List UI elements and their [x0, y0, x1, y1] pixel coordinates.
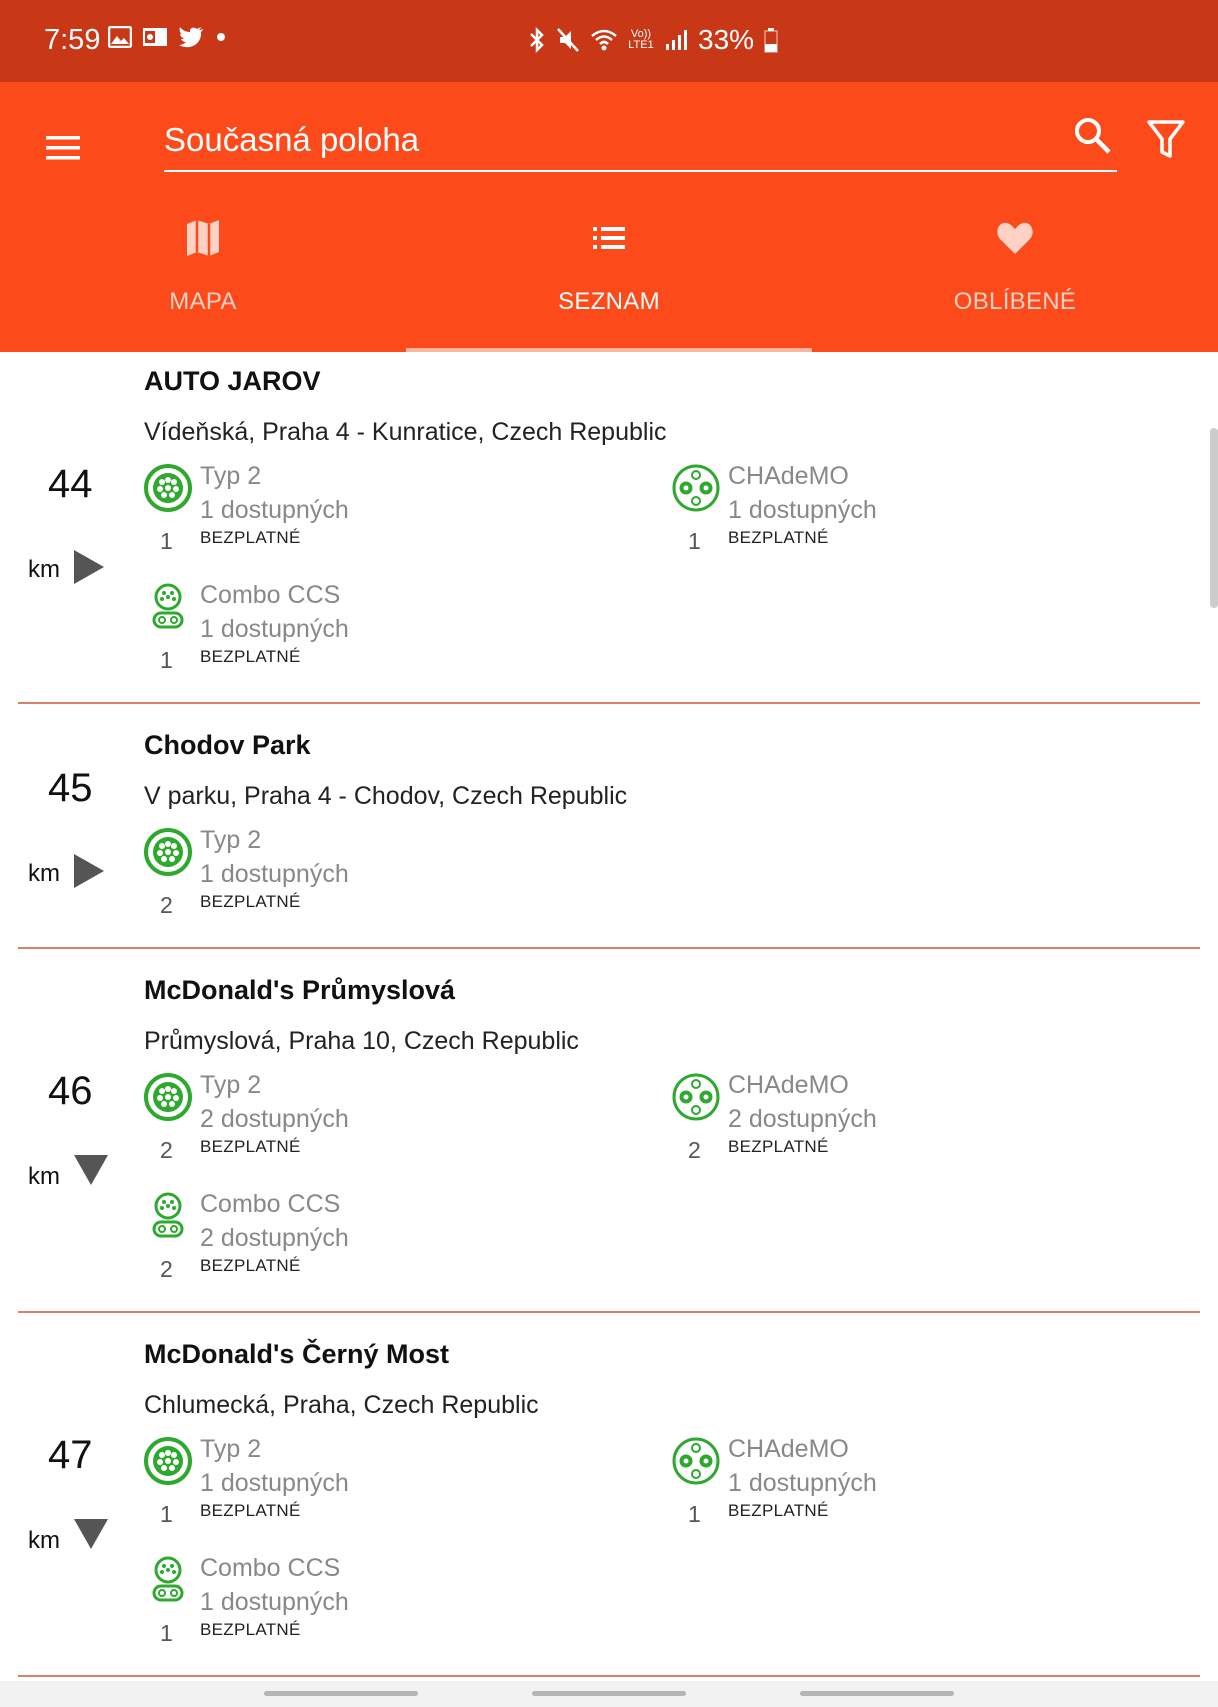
ccs-connector-icon [144, 583, 192, 631]
station-address: V parku, Praha 4 - Chodov, Czech Republic [144, 782, 628, 810]
connector-count: 1 [160, 1501, 173, 1527]
distance-unit: km [28, 556, 60, 583]
type2-connector-icon [144, 828, 192, 876]
chademo-connector-icon [672, 1437, 720, 1485]
station-name: AUTO JAROV [144, 366, 321, 396]
scrollbar-thumb[interactable] [1210, 428, 1218, 608]
nav-back-button[interactable] [800, 1691, 954, 1696]
connector-available: 1 dostupných [200, 860, 349, 888]
arrow-right-icon[interactable] [72, 852, 106, 890]
tab-bar [0, 210, 1218, 352]
arrow-down-icon[interactable] [72, 1153, 110, 1187]
connector-price: BEZPLATNÉ [200, 1256, 301, 1275]
dot-icon [214, 26, 228, 48]
wifi-icon [590, 28, 618, 52]
heart-icon [995, 218, 1035, 258]
filter-icon [1145, 118, 1187, 162]
chademo-connector-icon [672, 1073, 720, 1121]
connector-available: 2 dostupných [200, 1224, 349, 1252]
connector-price: BEZPLATNÉ [200, 1137, 301, 1156]
battery-percent: 33% [698, 24, 755, 55]
image-icon [108, 26, 132, 48]
connector-chademo [672, 1073, 1092, 1173]
station-address: Chlumecká, Praha, Czech Republic [144, 1391, 539, 1419]
connector-available: 1 dostupných [728, 496, 877, 524]
connector-available: 1 dostupných [200, 615, 349, 643]
distance-unit: km [28, 1527, 60, 1554]
connector-count: 1 [160, 528, 173, 554]
system-nav-bar [0, 1681, 1218, 1707]
tab-map-label: MAPA [169, 288, 237, 315]
ccs-connector-icon [144, 1192, 192, 1240]
connector-price: BEZPLATNÉ [728, 1501, 829, 1520]
type2-connector-icon [144, 1437, 192, 1485]
station-item[interactable] [18, 1313, 1200, 1677]
system-icons [528, 24, 778, 56]
connector-count: 2 [688, 1137, 701, 1163]
connector-available: 1 dostupných [200, 1469, 349, 1497]
station-list [0, 352, 1218, 1677]
connector-count: 2 [160, 1256, 173, 1282]
connector-available: 1 dostupných [200, 1588, 349, 1616]
distance-value: 47 [48, 1433, 93, 1477]
type2-connector-icon [144, 1073, 192, 1121]
app-bar [0, 82, 1218, 352]
connector-count: 1 [688, 528, 701, 554]
connector-type: CHAdeMO [728, 1071, 849, 1099]
tab-favorites-label: OBLÍBENÉ [953, 288, 1077, 315]
mute-icon [556, 27, 580, 53]
distance-value: 45 [48, 766, 93, 810]
arrow-down-icon[interactable] [72, 1517, 110, 1551]
connector-price: BEZPLATNÉ [200, 1501, 301, 1520]
station-name: McDonald's Černý Most [144, 1339, 449, 1369]
connector-price: BEZPLATNÉ [200, 1620, 301, 1639]
station-name: McDonald's Průmyslová [144, 975, 456, 1005]
connector-type: Typ 2 [200, 1071, 262, 1099]
outlook-icon [142, 26, 168, 48]
menu-icon [44, 128, 84, 168]
connector-type2 [144, 464, 564, 564]
connector-type2 [144, 1073, 564, 1173]
status-bar [0, 0, 1218, 82]
volte-icon: Vo)) LTE1 [628, 28, 654, 51]
connector-chademo [672, 1437, 1092, 1537]
connector-price: BEZPLATNÉ [728, 1137, 829, 1156]
search-input[interactable] [164, 114, 1024, 166]
connector-price: BEZPLATNÉ [200, 892, 301, 911]
type2-connector-icon [144, 464, 192, 512]
connector-available: 2 dostupných [200, 1105, 349, 1133]
connector-type: Typ 2 [200, 462, 262, 490]
distance-unit: km [28, 1163, 60, 1190]
twitter-icon [178, 26, 204, 48]
connector-count: 2 [160, 1137, 173, 1163]
nav-recent-button[interactable] [264, 1691, 418, 1696]
connector-available: 1 dostupných [200, 496, 349, 524]
arrow-right-icon[interactable] [72, 548, 106, 586]
connector-count: 1 [160, 1620, 173, 1646]
tab-list-label: SEZNAM [558, 288, 660, 315]
connector-ccs [144, 1192, 564, 1292]
connector-price: BEZPLATNÉ [728, 528, 829, 547]
distance-value: 46 [48, 1069, 93, 1113]
nav-home-button[interactable] [532, 1691, 686, 1696]
tab-favorites[interactable] [812, 210, 1218, 352]
connector-chademo [672, 464, 1092, 564]
chademo-connector-icon [672, 464, 720, 512]
distance-unit: km [28, 860, 60, 887]
connector-type: Combo CCS [200, 1190, 341, 1218]
search-button[interactable] [1073, 116, 1117, 160]
connector-type: Typ 2 [200, 1435, 262, 1463]
station-item[interactable] [18, 352, 1200, 704]
tab-list[interactable] [406, 210, 812, 352]
connector-available: 1 dostupných [728, 1469, 877, 1497]
station-item[interactable] [18, 704, 1200, 949]
station-address: Vídeňská, Praha 4 - Kunratice, Czech Republic [144, 418, 667, 446]
notification-icons [108, 26, 228, 48]
map-icon [185, 218, 221, 258]
connector-price: BEZPLATNÉ [200, 528, 301, 547]
connector-count: 1 [688, 1501, 701, 1527]
ccs-connector-icon [144, 1556, 192, 1604]
connector-type2 [144, 1437, 564, 1537]
station-name: Chodov Park [144, 730, 311, 760]
connector-count: 1 [160, 647, 173, 673]
connector-type: Combo CCS [200, 581, 341, 609]
connector-available: 2 dostupných [728, 1105, 877, 1133]
connector-ccs [144, 1556, 564, 1656]
connector-ccs [144, 583, 564, 683]
battery-icon [764, 27, 778, 53]
connector-type: Combo CCS [200, 1554, 341, 1582]
connector-count: 2 [160, 892, 173, 918]
connector-type: Typ 2 [200, 826, 262, 854]
station-item[interactable] [18, 949, 1200, 1313]
search-icon [1073, 116, 1113, 156]
tab-map[interactable] [0, 210, 406, 352]
distance-value: 44 [48, 462, 93, 506]
connector-type: CHAdeMO [728, 462, 849, 490]
filter-button[interactable] [1145, 118, 1187, 164]
connector-price: BEZPLATNÉ [200, 647, 301, 666]
connector-type: CHAdeMO [728, 1435, 849, 1463]
station-address: Průmyslová, Praha 10, Czech Republic [144, 1027, 579, 1055]
list-icon [591, 218, 627, 258]
connector-type2 [144, 828, 564, 928]
signal-icon [664, 28, 688, 52]
search-bar [164, 110, 1117, 172]
bluetooth-icon [528, 27, 546, 53]
status-time: 7:59 [44, 24, 101, 56]
menu-button[interactable] [44, 128, 84, 168]
